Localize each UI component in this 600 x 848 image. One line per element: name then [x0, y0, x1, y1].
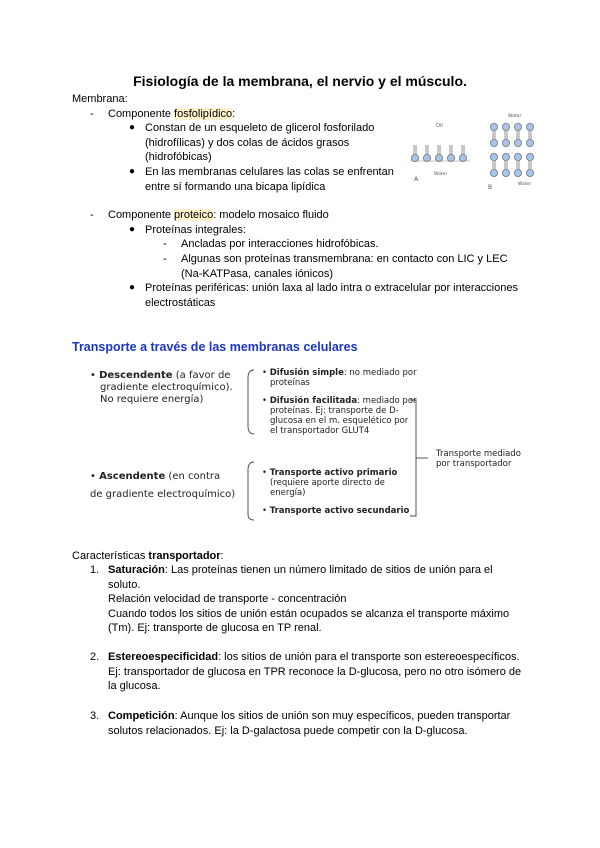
item-saturacion: Saturación: Las proteínas tienen un número limitado de sitios de unión para el soluto. Relación velocidad de transporte - concentración Cuando todos los sitios de unión están ocupados se alcanza el transporte máximo (Tm). Ej: transporte de glucosa en TP renal.	[108, 564, 510, 634]
bullet-marker: ●	[129, 122, 136, 133]
difusion-simple-text: • Difusión simple: no mediado por proteínas	[262, 368, 417, 388]
item-number: 2.	[90, 651, 100, 663]
ascendente-text: • Ascendente (en contra de gradiente electroquímico)	[90, 471, 236, 500]
bullet-marker: ●	[129, 166, 136, 177]
label-water-b-bottom: Water	[518, 182, 532, 187]
lipid-bilayer	[490, 123, 533, 176]
proteico-heading: Componente proteico: modelo mosaico fluido	[108, 209, 329, 221]
lipid-monolayer	[411, 145, 466, 162]
activo-secundario-text: • Transporte activo secundario	[262, 506, 410, 516]
activo-primario-text: • Transporte activo primario (requiere aporte directo de energía)	[262, 468, 398, 498]
lipid-bilayer-figure	[410, 105, 540, 195]
descendente-text: • Descendente (a favor de gradiente electroquímico). No requiere energía)	[90, 370, 233, 405]
fosfo-bullet-1: Constan de un esqueleto de glicerol fosforilado (hidrofílicas) y dos colas de ácidos grasos (hidrofóbicas)	[145, 122, 375, 163]
membrana-heading: Membrana:	[72, 93, 128, 105]
page-title: Fisiología de la membrana, el nervio y el músculo.	[133, 73, 467, 89]
transporte-heading: Transporte a través de las membranas celulares	[72, 340, 358, 354]
fosfo-bullet-2: En las membranas celulares las colas se enfrentan entre sí formando una bicapa lipídica	[145, 166, 394, 193]
bullet-marker: ●	[129, 282, 136, 293]
difusion-facilitada-text: • Difusión facilitada: mediado por proteínas. Ej: transporte de D- glucosa en el m. esquelético por el transportador GLUT4	[262, 396, 417, 436]
item-competicion: Competición: Aunque los sitios de unión son muy específicos, pueden transportar solutos relacionados. Ej: la D-galactosa puede competir con la D-glucosa.	[108, 710, 511, 737]
brace-lines	[240, 364, 440, 524]
proteico-highlight: proteico	[174, 209, 214, 221]
item-estereoespecificidad: Estereoespecificidad: los sitios de unión para el transporte son estereoespecíficos. Ej: transportador de glucosa en TPR reconoce la D-glucosa, pero no otro isómero de la glucosa.	[108, 651, 522, 692]
dash-marker: -	[163, 253, 167, 265]
label-a: A	[414, 176, 419, 183]
item-number: 1.	[90, 564, 100, 576]
fosfo-heading: Componente fosfolipídico:	[108, 108, 236, 120]
integrales-sub-2: Algunas son proteínas transmembrana: en contacto con LIC y LEC (Na-KATPasa, canales iónicos)	[181, 253, 508, 280]
integrales-label: Proteínas integrales:	[145, 224, 246, 236]
dash-marker: -	[163, 238, 167, 250]
label-b: B	[488, 184, 493, 191]
caracteristicas-heading: Características transportador:	[72, 550, 224, 562]
dash-marker: -	[90, 209, 94, 221]
label-water-b-top: Water	[508, 114, 522, 119]
item-number: 3.	[90, 710, 100, 722]
label-water-a: Water	[434, 172, 448, 177]
perifericas-text: Proteínas periféricas: unión laxa al lado intra o extracelular por interacciones electrostáticas	[145, 282, 518, 309]
label-oil: Oil	[436, 123, 443, 129]
integrales-sub-1: Ancladas por interacciones hidrofóbicas.	[181, 238, 379, 250]
bullet-marker: ●	[129, 224, 136, 235]
dash-marker: -	[90, 108, 94, 120]
transporte-mediado-text: Transporte mediado por transportador	[436, 449, 521, 469]
fosfo-highlight: fosfolipídico	[174, 108, 233, 120]
